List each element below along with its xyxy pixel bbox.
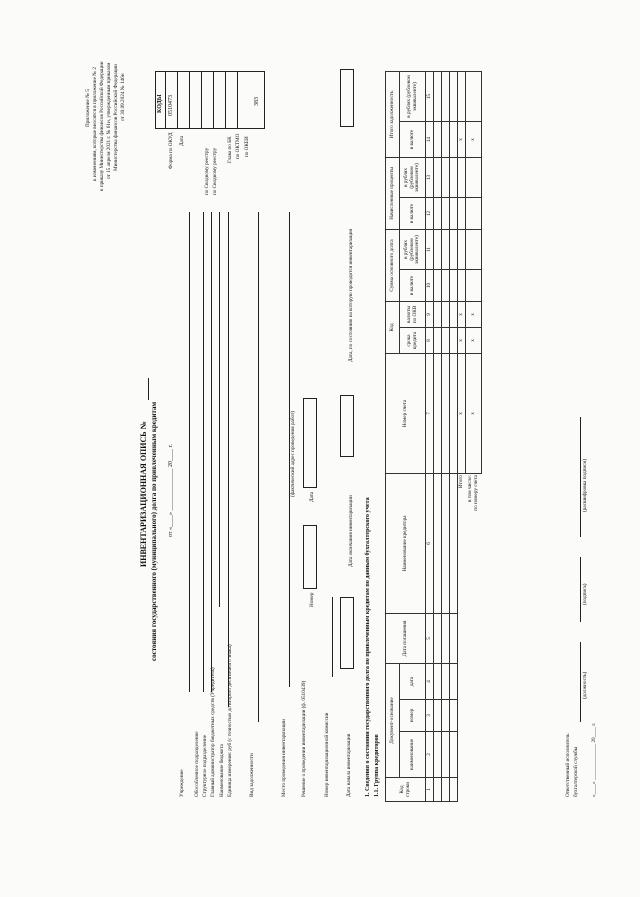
col-num: 11 — [426, 229, 434, 269]
h-main-rub: в рублях (рублевом эквиваленте) — [400, 229, 426, 269]
col-num: 4 — [426, 664, 434, 700]
col-num: 14 — [426, 121, 434, 157]
field-unit: Единица измерения: руб (с точностью до второго десятичного знака) — [227, 644, 233, 797]
end-date-box[interactable] — [340, 395, 354, 457]
x-mark: x — [458, 121, 466, 157]
date-code-label: Дата — [179, 135, 185, 146]
field-institution: Учреждение — [179, 769, 185, 797]
col-num: 15 — [426, 71, 434, 121]
total-row — [458, 71, 466, 801]
h-total: Итого задолженность — [386, 71, 400, 157]
h-doc: Документ-основание — [386, 664, 400, 778]
field-admin: Главный администратор бюджетных средств (Учредитель) — [210, 667, 216, 797]
incl-text: в том числе: — [467, 475, 474, 503]
creditors-table — [385, 71, 482, 802]
appendix-line: от 30.09.2024 № 146н — [120, 73, 126, 121]
x-mark: x — [458, 301, 466, 327]
h-doc-date: дата — [400, 664, 426, 700]
number-label: Номер — [309, 592, 315, 607]
decision-date-label: Дата — [309, 491, 315, 502]
by-account-text: по номеру счета — [472, 475, 479, 511]
section-title: 1. Сведения о состоянии государственного долга по привлеченным кредитам по данным бухгалтерского учета — [365, 497, 371, 797]
h-accrued: Начисленные проценты — [386, 157, 400, 229]
subsection-title: 1.1. Группа кредиторов — [374, 734, 380, 797]
okei-label: по ОКЕИ — [244, 136, 250, 157]
end-date-label: Дата окончания инвентаризации — [348, 495, 354, 567]
start-date-box[interactable] — [340, 597, 354, 669]
h-repay: Дата погашения — [386, 614, 426, 664]
h-term: срока кредита — [400, 328, 426, 354]
doc-date-line: от «____» ______________ 20____ г. — [168, 444, 174, 537]
incl-label — [466, 474, 482, 614]
h-okv: валюты по ОКВ — [400, 301, 426, 327]
commission-line — [332, 597, 333, 677]
codes-header: КОДЫ — [157, 94, 163, 113]
col-num: 2 — [426, 732, 434, 778]
col-num: 3 — [426, 700, 434, 732]
number-box[interactable] — [303, 525, 317, 589]
place-label: Место проведения инвентаризации — [281, 719, 287, 797]
x-mark: x — [458, 354, 466, 474]
start-date-label: Дата начала инвентаризации — [346, 733, 352, 797]
appendix-line: Министерства финансов Российской Федерации — [113, 64, 119, 171]
appendix-line: Приложение № 5 — [85, 89, 91, 127]
col-num: 7 — [426, 354, 434, 474]
h-code-group: Код — [386, 301, 400, 353]
x-mark: x — [466, 121, 482, 157]
field-structural: Структурное подразделение — [202, 734, 208, 797]
debt-type-label: Вид задолженности — [249, 753, 255, 797]
table-row — [434, 71, 442, 801]
col-num: 1 — [426, 778, 434, 802]
debt-type-line — [258, 212, 259, 722]
col-num: 8 — [426, 328, 434, 354]
h-total-cur: в валюте — [400, 121, 426, 157]
appendix-line: к изменениям, которые вносятся в приложение № 2 — [92, 66, 98, 181]
appendix-line: к приказу Министерства финансов Российской Федерации — [99, 61, 105, 191]
h-account: Номер счета — [386, 354, 426, 474]
service-label: бухгалтерской службы — [573, 746, 579, 797]
h-code: Код строки — [386, 778, 426, 802]
state-date-label: Дата, по состоянию на которую проводится инвентаризация — [348, 229, 354, 362]
place-hint: (фактический адрес проведения работ) — [290, 410, 296, 497]
table-row — [450, 71, 458, 801]
bk-label: Глава по БК — [227, 136, 233, 163]
column-numbers-row — [426, 71, 434, 801]
x-mark: x — [466, 328, 482, 354]
state-date-box[interactable] — [340, 69, 354, 127]
col-num: 5 — [426, 614, 434, 664]
oktmo-label: по ОКТМО — [235, 133, 241, 159]
h-acc-rub: в рублях (рублевом эквиваленте) — [400, 157, 426, 197]
field-subdivision: Обособленное подразделение — [194, 731, 200, 797]
h-main-cur: в валюте — [400, 269, 426, 301]
okei-value: 383 — [254, 97, 260, 106]
decision-date-box[interactable] — [303, 398, 317, 488]
x-mark: x — [466, 354, 482, 474]
signature-hint: (подпись) — [582, 583, 588, 605]
total-label: Итого — [458, 475, 465, 489]
table-row — [442, 71, 450, 801]
h-creditor: Наименование кредитора — [386, 474, 426, 614]
h-main-debt: Сумма основного долга — [386, 229, 400, 301]
col-num: 12 — [426, 197, 434, 229]
col-num: 10 — [426, 269, 434, 301]
h-doc-name: наименование — [400, 732, 426, 778]
doc-subtitle: состояния государственного (муниципального) долга по привлеченным кредитам — [150, 401, 158, 661]
h-doc-number: номер — [400, 700, 426, 732]
responsible-label: Ответственный исполнитель — [565, 733, 571, 797]
x-mark: x — [458, 328, 466, 354]
field-budget: Наименование бюджета — [219, 744, 225, 797]
commission-label: Номер инвентаризационной комиссии — [324, 712, 330, 797]
decision-label: Решение о проведении инвентаризации (ф. 0510439) — [301, 680, 307, 797]
h-acc-cur: в валюте — [400, 197, 426, 229]
col-num: 13 — [426, 157, 434, 197]
position-hint: (должность) — [582, 671, 588, 699]
decode-hint: (расшифровка подписи) — [582, 459, 588, 512]
doc-title: ИНВЕНТАРИЗАЦИОННАЯ ОПИСЬ № — [139, 421, 148, 567]
registry-label: по Сводному реестру — [204, 147, 210, 195]
title-number-line — [148, 378, 149, 400]
registry-label-2: по Сводному реестру — [212, 147, 218, 195]
appendix-line: от 15 апреля 2021 г. № 61н, утвержденным приказом — [106, 62, 112, 179]
okud-value: 0510473 — [168, 95, 174, 116]
h-total-rub: в рублях (рублевом эквиваленте) — [400, 71, 426, 121]
col-num: 6 — [426, 474, 434, 614]
x-mark: x — [466, 301, 482, 327]
footer-date: «____» ______________ 20____ г. — [591, 722, 597, 797]
col-num: 9 — [426, 301, 434, 327]
okud-label: Форма по ОКУД — [168, 132, 174, 169]
incl-row — [466, 71, 482, 801]
